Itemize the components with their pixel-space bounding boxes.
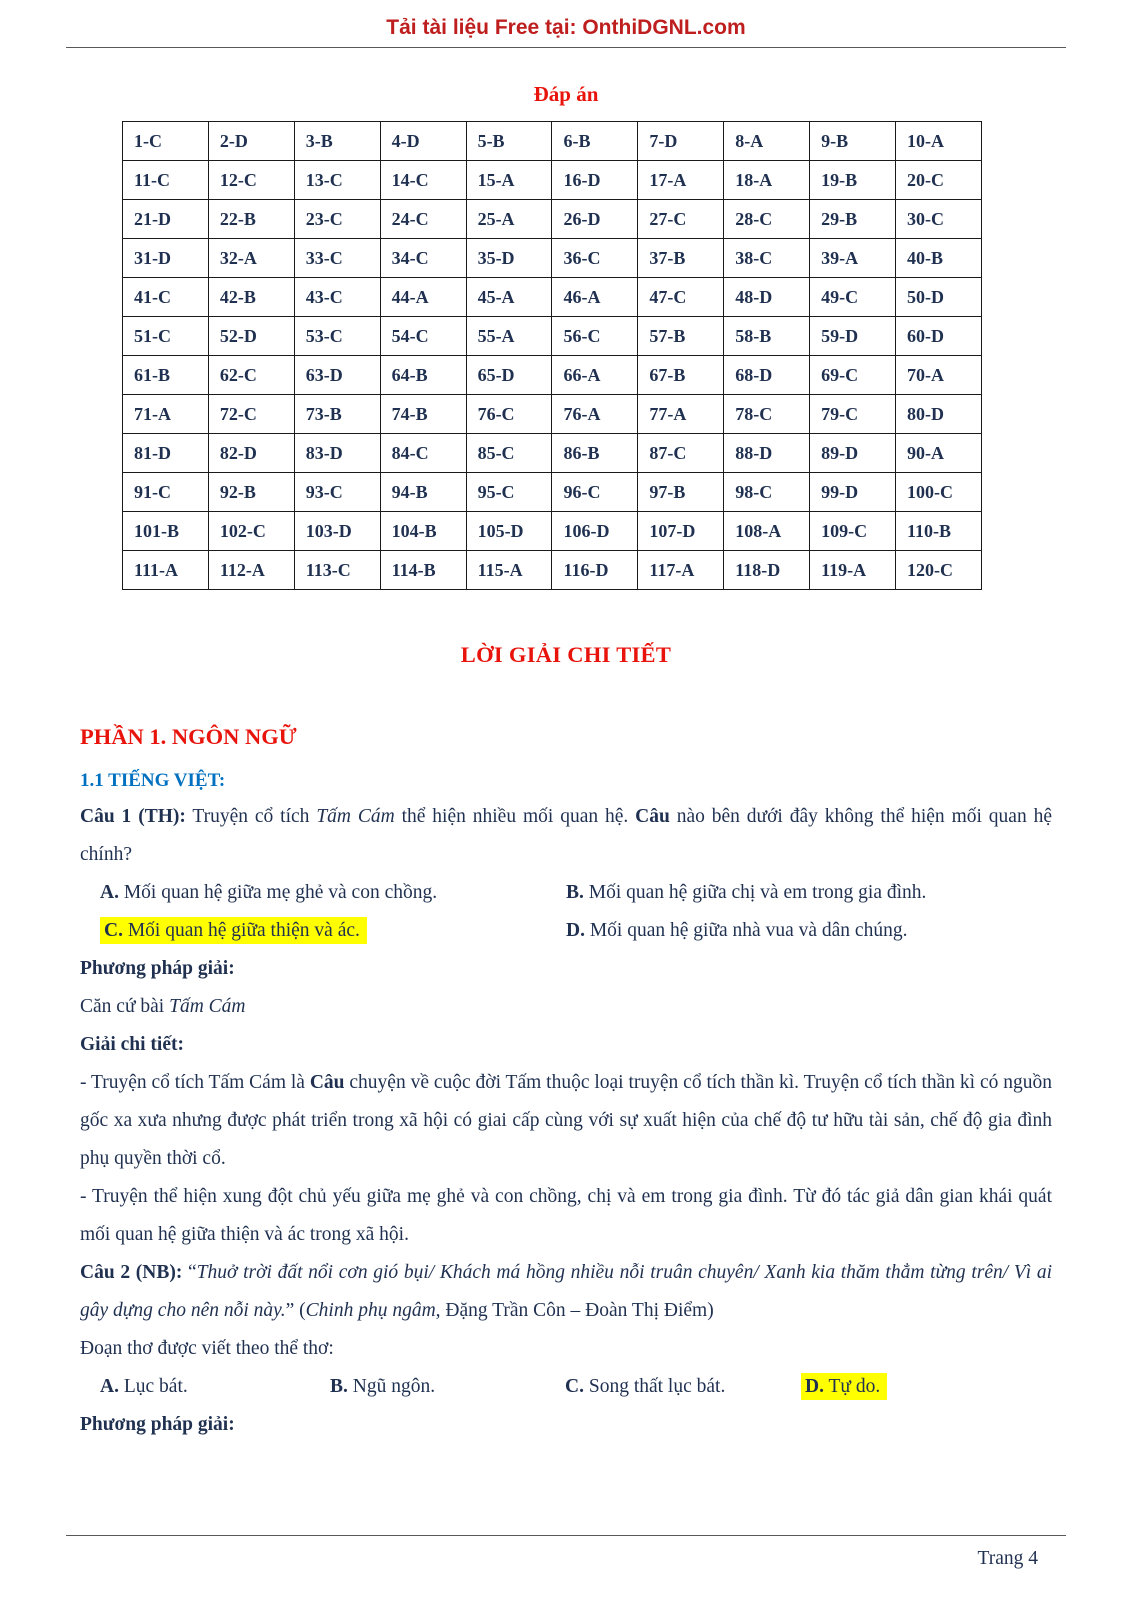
answer-row — [123, 434, 982, 473]
answer-cell: 94-B — [380, 473, 466, 512]
answer-cell: 115-A — [466, 551, 552, 590]
answer-cell: 86-B — [552, 434, 638, 473]
answer-cell: 52-D — [208, 317, 294, 356]
answer-cell: 107-D — [638, 512, 724, 551]
answer-cell: 33-C — [294, 239, 380, 278]
answer-cell: 16-D — [552, 161, 638, 200]
answer-cell: 101-B — [123, 512, 209, 551]
answer-cell: 82-D — [208, 434, 294, 473]
answer-row — [123, 551, 982, 590]
answer-cell: 11-C — [123, 161, 209, 200]
answer-cell: 76-C — [466, 395, 552, 434]
answer-cell: 74-B — [380, 395, 466, 434]
answer-cell: 95-C — [466, 473, 552, 512]
q2-prompt: Đoạn thơ được viết theo thể thơ: — [80, 1338, 334, 1359]
q2-option-b-text: Ngũ ngôn. — [347, 1376, 436, 1397]
answer-cell: 81-D — [123, 434, 209, 473]
answer-cell: 32-A — [208, 239, 294, 278]
answer-key-table — [122, 121, 982, 590]
answer-cell: 20-C — [896, 161, 982, 200]
answer-cell: 28-C — [724, 200, 810, 239]
answer-cell: 53-C — [294, 317, 380, 356]
answer-cell: 109-C — [810, 512, 896, 551]
q2-option-a-label: A. — [100, 1376, 119, 1397]
answer-cell: 92-B — [208, 473, 294, 512]
answer-cell: 120-C — [896, 551, 982, 590]
answer-cell: 37-B — [638, 239, 724, 278]
q2-option-a-text: Lục bát. — [118, 1376, 188, 1397]
answer-cell: 55-A — [466, 317, 552, 356]
answer-cell: 1-C — [123, 122, 209, 161]
q2-option-b — [330, 1368, 565, 1406]
q1-method-text-italic: Tấm Cám — [169, 996, 246, 1017]
answer-row — [123, 122, 982, 161]
q2-source-rest: , Đặng Trần Côn – Đoàn Thị Điểm) — [435, 1300, 714, 1321]
answer-cell: 78-C — [724, 395, 810, 434]
answer-cell: 38-C — [724, 239, 810, 278]
answer-cell: 54-C — [380, 317, 466, 356]
q2-option-c — [565, 1368, 801, 1406]
q2-label: Câu 2 (NB): — [80, 1262, 183, 1283]
answer-cell: 116-D — [552, 551, 638, 590]
answer-cell: 4-D — [380, 122, 466, 161]
answer-cell: 118-D — [724, 551, 810, 590]
q2-question — [80, 1254, 1052, 1330]
answer-cell: 29-B — [810, 200, 896, 239]
answer-cell: 97-B — [638, 473, 724, 512]
answer-cell: 106-D — [552, 512, 638, 551]
answer-cell: 80-D — [896, 395, 982, 434]
q1-detail-1a: - Truyện cổ tích Tấm Cám là — [80, 1072, 310, 1093]
answer-cell: 6-B — [552, 122, 638, 161]
answer-cell: 31-D — [123, 239, 209, 278]
answer-row — [123, 395, 982, 434]
banner-text: Tải tài liệu Free tại: OnthiDGNL.com — [386, 16, 746, 39]
section-1-1-title: 1.1 TIẾNG VIỆT: — [80, 770, 226, 791]
answer-cell: 64-B — [380, 356, 466, 395]
answer-cell: 30-C — [896, 200, 982, 239]
answer-cell: 19-B — [810, 161, 896, 200]
q1-option-c — [100, 912, 566, 950]
answer-cell: 90-A — [896, 434, 982, 473]
answer-cell: 105-D — [466, 512, 552, 551]
q2-option-b-label: B. — [330, 1376, 348, 1397]
answer-cell: 72-C — [208, 395, 294, 434]
answer-cell: 25-A — [466, 200, 552, 239]
q1-option-b-text: Mối quan hệ giữa chị và em trong gia đình. — [583, 882, 927, 903]
answer-row — [123, 200, 982, 239]
answer-cell: 49-C — [810, 278, 896, 317]
answer-cell: 7-D — [638, 122, 724, 161]
q1-question — [80, 798, 1052, 874]
answer-cell: 85-C — [466, 434, 552, 473]
answer-cell: 62-C — [208, 356, 294, 395]
footer-divider — [66, 1535, 1066, 1536]
answer-cell: 93-C — [294, 473, 380, 512]
answer-cell: 104-B — [380, 512, 466, 551]
answer-cell: 5-B — [466, 122, 552, 161]
q1-detail-heading — [80, 1026, 1052, 1064]
answer-cell: 21-D — [123, 200, 209, 239]
answer-cell: 113-C — [294, 551, 380, 590]
answer-cell: 89-D — [810, 434, 896, 473]
answer-cell: 23-C — [294, 200, 380, 239]
q1-intro-3: nào bên dưới đây không thể hiện mối quan hệ chính? — [80, 806, 1052, 865]
answer-cell: 79-C — [810, 395, 896, 434]
answer-cell: 12-C — [208, 161, 294, 200]
answer-cell: 24-C — [380, 200, 466, 239]
answer-cell: 10-A — [896, 122, 982, 161]
answer-cell: 88-D — [724, 434, 810, 473]
q2-option-c-text: Song thất lục bát. — [583, 1376, 726, 1397]
answer-cell: 102-C — [208, 512, 294, 551]
answer-cell: 56-C — [552, 317, 638, 356]
answer-cell: 44-A — [380, 278, 466, 317]
q2-quote-close: ” ( — [285, 1300, 306, 1321]
answer-cell: 27-C — [638, 200, 724, 239]
answer-cell: 111-A — [123, 551, 209, 590]
answer-key-body — [123, 122, 982, 590]
answer-cell: 91-C — [123, 473, 209, 512]
q1-option-c-label: C. — [104, 920, 123, 941]
q1-option-d-text: Mối quan hệ giữa nhà vua và dân chúng. — [584, 920, 908, 941]
answer-row — [123, 161, 982, 200]
q2-quote-open: “ — [182, 1262, 197, 1283]
answer-cell: 67-B — [638, 356, 724, 395]
answer-cell: 98-C — [724, 473, 810, 512]
answer-cell: 71-A — [123, 395, 209, 434]
answer-key-title: Đáp án — [533, 82, 599, 106]
q1-label: Câu 1 (TH): — [80, 806, 186, 827]
q1-method-label: Phương pháp giải: — [80, 958, 235, 979]
answer-cell: 87-C — [638, 434, 724, 473]
answer-cell: 119-A — [810, 551, 896, 590]
answer-cell: 42-B — [208, 278, 294, 317]
answer-cell: 8-A — [724, 122, 810, 161]
q2-correct-answer-highlight — [801, 1373, 887, 1400]
answer-cell: 34-C — [380, 239, 466, 278]
q2-method-heading — [80, 1406, 1052, 1444]
q1-detail-para-2: - Truyện thể hiện xung đột chủ yếu giữa mẹ ghẻ và con chồng, chị và em trong gia đình. Từ đó tác giả dân gian khái quát mối quan hệ giữa thiện và ác trong xã hội. — [80, 1186, 1052, 1245]
answer-cell: 60-D — [896, 317, 982, 356]
answer-cell: 99-D — [810, 473, 896, 512]
answer-cell: 84-C — [380, 434, 466, 473]
q2-option-d-label: D. — [805, 1376, 824, 1397]
answer-row — [123, 239, 982, 278]
answer-row — [123, 278, 982, 317]
answer-cell: 46-A — [552, 278, 638, 317]
q1-option-d-label: D. — [566, 920, 585, 941]
part-1-title: PHẦN 1. NGÔN NGỮ — [80, 724, 297, 749]
answer-cell: 36-C — [552, 239, 638, 278]
answer-cell: 41-C — [123, 278, 209, 317]
answer-cell: 18-A — [724, 161, 810, 200]
answer-cell: 22-B — [208, 200, 294, 239]
q2-method-label: Phương pháp giải: — [80, 1414, 235, 1435]
answer-cell: 51-C — [123, 317, 209, 356]
answer-cell: 50-D — [896, 278, 982, 317]
answer-cell: 2-D — [208, 122, 294, 161]
q1-option-a-text: Mối quan hệ giữa mẹ ghẻ và con chồng. — [118, 882, 438, 903]
answer-cell: 70-A — [896, 356, 982, 395]
answer-cell: 73-B — [294, 395, 380, 434]
q2-option-d — [801, 1368, 887, 1406]
answer-cell: 76-A — [552, 395, 638, 434]
q2-option-d-text: Tự do. — [823, 1376, 881, 1397]
answer-cell: 26-D — [552, 200, 638, 239]
answer-cell: 61-B — [123, 356, 209, 395]
answer-row — [123, 317, 982, 356]
answer-cell: 66-A — [552, 356, 638, 395]
answer-cell: 117-A — [638, 551, 724, 590]
answer-cell: 48-D — [724, 278, 810, 317]
answer-cell: 110-B — [896, 512, 982, 551]
q1-detail-1c: chuyện về cuộc đời Tấm thuộc loại truyện cổ tích thần kì. Truyện cổ tích thần kì có nguồn gốc xa xưa nhưng được phát triển trong xã hội có giai cấp cùng với sự xuất hiện của chế độ tư hữu tài sản, chế độ gia đình phụ quyền thời cổ. — [80, 1072, 1052, 1169]
answer-cell: 40-B — [896, 239, 982, 278]
q1-method-text — [80, 988, 1052, 1026]
q1-options — [80, 874, 1052, 950]
q2-quote-italic: Thuở trời đất nổi cơn gió bụi/ Khách má hồng nhiều nỗi truân chuyên/ Xanh kia thăm thẳm từng trên/ Vì ai gây dựng cho nên nỗi này. — [80, 1262, 1052, 1321]
answer-cell: 114-B — [380, 551, 466, 590]
q2-option-a — [100, 1368, 330, 1406]
q1-intro-italic: Tấm Cám — [316, 806, 395, 827]
answer-cell: 103-D — [294, 512, 380, 551]
answer-cell: 108-A — [724, 512, 810, 551]
q1-option-c-text: Mối quan hệ giữa thiện và ác. — [122, 920, 360, 941]
answer-cell: 100-C — [896, 473, 982, 512]
answer-cell: 13-C — [294, 161, 380, 200]
solutions-title: LỜI GIẢI CHI TIẾT — [460, 642, 672, 667]
answer-cell: 65-D — [466, 356, 552, 395]
header-divider — [66, 47, 1066, 48]
answer-row — [123, 512, 982, 551]
answer-row — [123, 356, 982, 395]
answer-cell: 17-A — [638, 161, 724, 200]
answer-cell: 68-D — [724, 356, 810, 395]
q1-intro-1: Truyện cổ tích — [185, 806, 317, 827]
answer-cell: 9-B — [810, 122, 896, 161]
q2-source-italic: Chinh phụ ngâm — [305, 1300, 436, 1321]
answer-cell: 15-A — [466, 161, 552, 200]
q1-option-d — [566, 912, 1052, 950]
answer-cell: 35-D — [466, 239, 552, 278]
answer-cell: 39-A — [810, 239, 896, 278]
answer-cell: 47-C — [638, 278, 724, 317]
answer-cell: 96-C — [552, 473, 638, 512]
answer-row — [123, 473, 982, 512]
q1-correct-answer-highlight — [100, 917, 367, 944]
answer-cell: 14-C — [380, 161, 466, 200]
answer-cell: 59-D — [810, 317, 896, 356]
answer-cell: 77-A — [638, 395, 724, 434]
q1-intro-bold: Câu — [635, 806, 670, 827]
q1-method-heading — [80, 950, 1052, 988]
answer-cell: 58-B — [724, 317, 810, 356]
answer-cell: 112-A — [208, 551, 294, 590]
answer-cell: 3-B — [294, 122, 380, 161]
q1-option-a — [100, 874, 566, 912]
answer-cell: 83-D — [294, 434, 380, 473]
q1-option-a-label: A. — [100, 882, 119, 903]
answer-cell: 69-C — [810, 356, 896, 395]
answer-cell: 57-B — [638, 317, 724, 356]
page-number: Trang 4 — [977, 1548, 1038, 1569]
answer-cell: 45-A — [466, 278, 552, 317]
q1-intro-2: thể hiện nhiều mối quan hệ. — [394, 806, 636, 827]
page-footer — [66, 1535, 1066, 1570]
q2-option-c-label: C. — [565, 1376, 584, 1397]
answer-cell: 43-C — [294, 278, 380, 317]
q2-options — [80, 1368, 1052, 1406]
q1-option-b-label: B. — [566, 882, 584, 903]
q1-detail-label: Giải chi tiết: — [80, 1034, 184, 1055]
q1-option-b — [566, 874, 1052, 912]
q1-detail-para-1 — [80, 1064, 1052, 1178]
q1-detail-1b: Câu — [309, 1072, 345, 1093]
q1-method-text-plain: Căn cứ bài — [80, 996, 170, 1017]
answer-cell: 63-D — [294, 356, 380, 395]
